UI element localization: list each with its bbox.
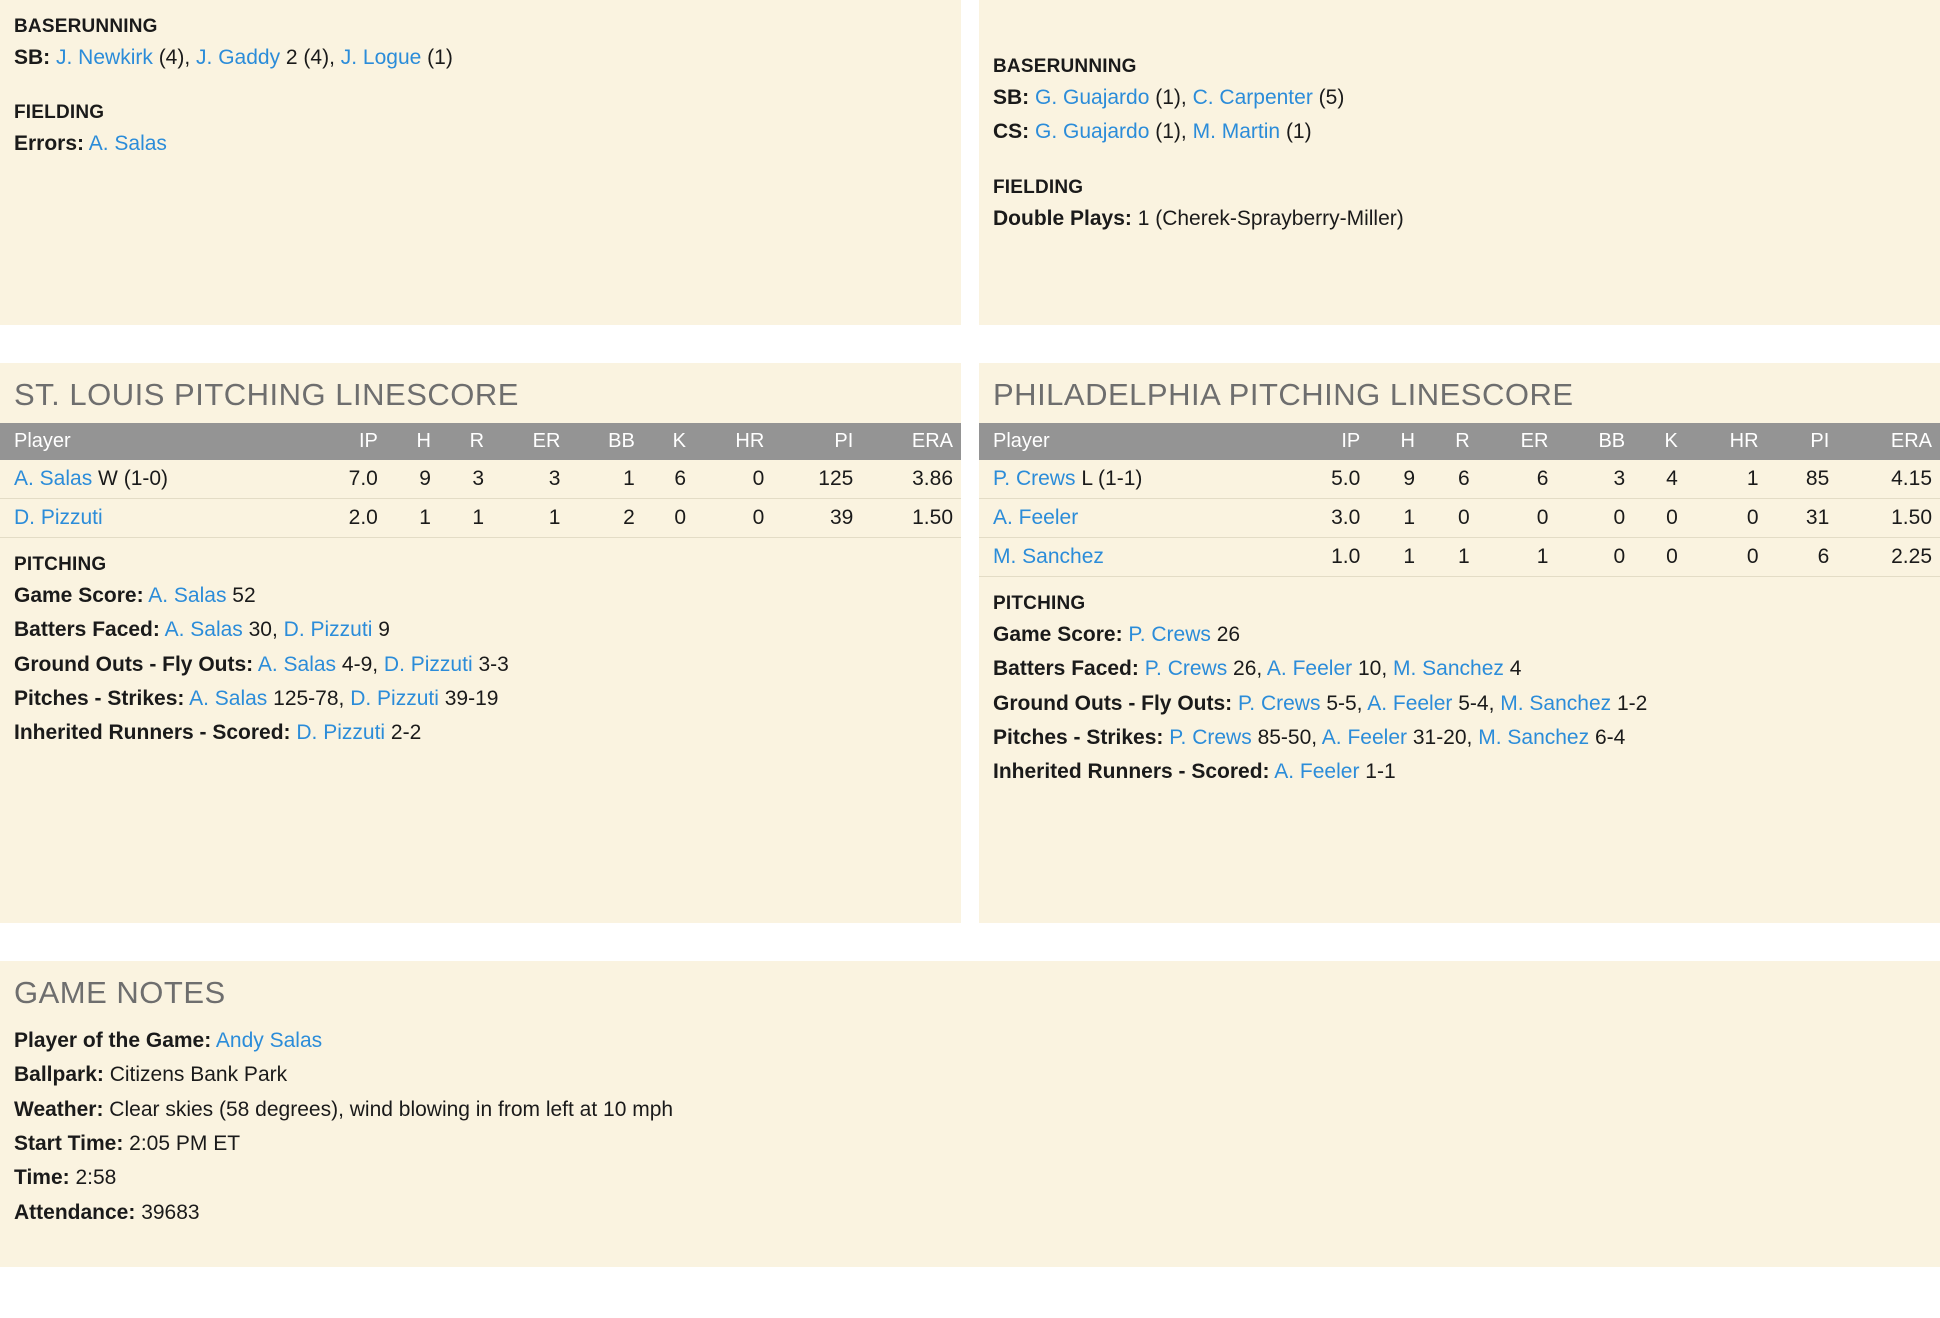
stat-hr: 0 [1686,499,1767,538]
info-line-text: (1) [421,46,453,69]
column-header: H [386,423,439,460]
home-pitching-table [979,423,1940,577]
game-notes-heading: GAME NOTES [14,975,226,1010]
player-link[interactable]: D. Pizzuti [283,618,373,642]
info-line-label: Pitches - Strikes: [14,687,185,711]
pitcher-cell [0,460,307,499]
stat-er: 0 [1478,499,1557,538]
column-header: R [439,423,492,460]
pitcher-cell [979,460,1287,499]
info-line-text: 2:58 [69,1166,117,1190]
column-header: BB [1556,423,1633,460]
stat-era: 1.50 [861,499,961,538]
info-line-text: 1-1 [1359,760,1396,784]
info-line [993,690,1926,718]
table-header-row [0,423,961,460]
home-baserunning-fielding-panel [979,0,1940,325]
stat-ip: 3.0 [1287,499,1368,538]
info-line-text: (4), [152,46,197,69]
stat-ip: 5.0 [1287,460,1368,499]
player-link[interactable]: P. Crews [1128,623,1211,646]
info-line-label: Time: [14,1166,70,1190]
stat-hr: 0 [694,460,772,499]
stat-r: 1 [439,499,492,538]
info-line [14,130,947,158]
info-line [993,205,1926,233]
info-line-label: Ground Outs - Fly Outs: [14,652,254,676]
player-link[interactable]: D. Pizzuti [14,506,103,529]
away-pitching-notes-title: PITCHING [14,554,107,575]
player-link[interactable]: P. Crews [993,467,1076,490]
info-line-text: Clear skies (58 degrees), wind blowing in from left at 10 mph [103,1097,674,1121]
stat-bb: 3 [1556,460,1633,499]
pitcher-cell [979,538,1287,577]
info-line-text: 125-78, [267,687,351,711]
info-line [14,1199,1926,1227]
home-fielding-lines [993,205,1926,233]
game-notes-panel [0,961,1940,1267]
info-line-label: Weather: [14,1097,104,1121]
stat-hr: 0 [1686,538,1767,577]
table-header-row [979,423,1940,460]
player-link[interactable]: M. Sanchez [1478,726,1590,750]
column-header: PI [1767,423,1838,460]
info-line-text: 5-5, [1320,691,1368,715]
home-pitching-table-body [979,460,1940,577]
info-line-text: 2-2 [385,721,422,745]
stat-k: 0 [1633,499,1686,538]
stat-hr: 1 [1686,460,1767,499]
info-line-text: 5-4, [1452,691,1501,715]
pitcher-decision: L (1-1) [1075,467,1143,490]
stat-er: 1 [1478,538,1557,577]
info-line [14,44,947,72]
away-pitching-notes [14,582,947,748]
away-fielding-title: FIELDING [14,102,105,124]
info-line-text: 2:05 PM ET [123,1132,241,1156]
player-link[interactable]: G. Guajardo [1035,86,1150,109]
stat-h: 1 [386,499,439,538]
away-baserunning-title: BASERUNNING [14,16,158,37]
table-row [0,460,961,499]
home-pitching-panel [979,363,1940,923]
info-line-label: Inherited Runners - Scored: [993,760,1270,784]
info-line [993,724,1926,752]
home-pitching-heading: PHILADELPHIA PITCHING LINESCORE [993,377,1574,412]
info-line-text: 1-2 [1611,691,1648,715]
away-pitching-table [0,423,961,538]
info-line-text: (1), [1149,86,1193,109]
stat-pi: 85 [1767,460,1838,499]
player-link[interactable]: A. Salas [88,132,167,156]
column-header: BB [568,423,642,460]
row-gap [0,923,1940,961]
home-baserunning-lines [993,84,1926,147]
home-pitching-notes [993,621,1926,787]
stat-bb: 2 [568,499,642,538]
stat-er: 6 [1478,460,1557,499]
stat-hr: 0 [694,499,772,538]
info-line-label: CS: [993,120,1030,144]
player-link[interactable]: D. Pizzuti [350,687,439,711]
table-row [979,460,1940,499]
stat-pi: 39 [772,499,861,538]
stat-pi: 125 [772,460,861,499]
spacer [14,72,947,94]
stat-er: 3 [492,460,568,499]
stat-h: 1 [1368,538,1423,577]
home-baserunning-title: BASERUNNING [993,56,1137,77]
player-link[interactable]: J. Logue [340,46,422,69]
away-pitching-heading: ST. LOUIS PITCHING LINESCORE [14,377,519,412]
player-link[interactable]: G. Guajardo [1035,120,1150,144]
info-line-text: 9 [372,618,390,642]
info-line-text: 30, [242,618,284,642]
player-link[interactable]: A. Feeler [1266,657,1353,681]
info-line-text: 26, [1227,657,1267,681]
table-row [979,538,1940,577]
info-line-text: 39683 [135,1200,200,1224]
away-fielding-lines [14,130,947,158]
info-line [14,685,947,713]
player-link[interactable]: A. Feeler [1274,760,1360,784]
stat-r: 0 [1423,499,1478,538]
column-header: IP [1287,423,1368,460]
player-link[interactable]: D. Pizzuti [383,652,473,676]
column-header: Player [979,423,1287,460]
column-header: ERA [861,423,961,460]
info-line-text: 31-20, [1407,726,1479,750]
info-line-label: SB: [993,86,1030,109]
stat-era: 1.50 [1837,499,1940,538]
info-line-label: Errors: [14,132,85,156]
stat-h: 9 [386,460,439,499]
player-link[interactable]: A. Salas [164,618,243,642]
away-pitching-table-body [0,460,961,538]
table-row [0,499,961,538]
info-line-text: 52 [226,584,256,607]
info-line [14,1130,1926,1158]
info-line [14,719,947,747]
player-link[interactable]: A. Salas [148,584,227,607]
stat-k: 6 [643,460,694,499]
info-line [14,1164,1926,1192]
stat-r: 6 [1423,460,1478,499]
player-link[interactable]: A. Salas [14,467,93,490]
stat-bb: 0 [1556,538,1633,577]
info-line-label: SB: [14,46,51,69]
info-line-text: 1 (Cherek-Sprayberry-Miller) [1131,206,1404,230]
player-link[interactable]: Andy Salas [215,1029,323,1052]
info-line-text: 2 (4), [280,46,341,69]
table-row [979,499,1940,538]
home-pitching-table-head [979,423,1940,460]
player-link[interactable]: P. Crews [1238,691,1321,715]
info-line-label: Game Score: [14,584,144,607]
column-header: IP [307,423,386,460]
column-header: Player [0,423,307,460]
away-pitching-panel [0,363,961,923]
info-line-text: 85-50, [1251,726,1322,750]
info-line-text: 4-9, [336,652,384,676]
info-line [993,758,1926,786]
info-line-label: Ballpark: [14,1063,104,1087]
info-line-label: Ground Outs - Fly Outs: [993,691,1233,715]
stat-k: 0 [1633,538,1686,577]
player-link[interactable]: A. Feeler [1367,691,1453,715]
home-pitching-notes-title: PITCHING [993,593,1086,614]
column-header: ER [492,423,568,460]
pitcher-cell [979,499,1287,538]
info-line [14,651,947,679]
info-line-text: 3-3 [472,652,509,676]
player-link[interactable]: M. Sanchez [1500,691,1612,715]
info-line-text: 26 [1210,623,1241,646]
info-line [14,1061,1926,1089]
stat-pi: 6 [1767,538,1838,577]
info-line-text: 4 [1503,657,1522,681]
column-header: HR [1686,423,1767,460]
player-link[interactable]: A. Feeler [993,506,1079,529]
column-header: K [643,423,694,460]
info-line-text: (1) [1280,120,1312,144]
stat-r: 1 [1423,538,1478,577]
column-header: HR [694,423,772,460]
row-gap [0,325,1940,363]
stat-era: 4.15 [1837,460,1940,499]
info-line-text: 10, [1352,657,1393,681]
player-link[interactable]: A. Salas [189,687,268,711]
pitcher-decision: W (1-0) [92,467,169,490]
info-line-label: Game Score: [993,623,1123,646]
stat-era: 3.86 [861,460,961,499]
player-link[interactable]: M. Martin [1192,120,1281,144]
column-header: R [1423,423,1478,460]
info-line [993,84,1926,112]
info-line-text: (1), [1149,120,1193,144]
info-line [993,621,1926,649]
info-line-text: 39-19 [438,687,499,711]
info-line [14,616,947,644]
stat-ip: 2.0 [307,499,386,538]
away-baserunning-lines [14,44,947,72]
game-notes-lines [14,1027,1926,1227]
spacer [993,147,1926,169]
stat-h: 1 [1368,499,1423,538]
stat-h: 9 [1368,460,1423,499]
column-header: K [1633,423,1686,460]
player-link[interactable]: P. Crews [1169,726,1252,750]
player-link[interactable]: C. Carpenter [1192,86,1313,109]
player-link[interactable]: A. Salas [257,652,337,676]
info-line-text: Citizens Bank Park [103,1063,288,1087]
column-header: H [1368,423,1423,460]
column-header: ERA [1837,423,1940,460]
player-link[interactable]: J. Newkirk [56,46,153,69]
baserunning-fielding-row [0,0,1940,325]
away-pitching-table-head [0,423,961,460]
stat-era: 2.25 [1837,538,1940,577]
stat-bb: 1 [568,460,642,499]
player-link[interactable]: M. Sanchez [1393,657,1504,681]
stat-ip: 7.0 [307,460,386,499]
info-line-text: (5) [1312,86,1345,109]
away-baserunning-fielding-panel [0,0,961,325]
stat-k: 4 [1633,460,1686,499]
stat-k: 0 [643,499,694,538]
stat-pi: 31 [1767,499,1838,538]
info-line-label: Batters Faced: [993,657,1139,681]
info-line-label: Inherited Runners - Scored: [14,721,291,745]
info-line-text: 6-4 [1589,726,1626,750]
player-link[interactable]: D. Pizzuti [296,721,386,745]
info-line [14,582,947,610]
info-line [993,118,1926,146]
stat-bb: 0 [1556,499,1633,538]
column-header: PI [772,423,861,460]
info-line-label: Start Time: [14,1132,124,1156]
pitching-linescore-row [0,363,1940,923]
info-line-label: Double Plays: [993,206,1132,230]
stat-r: 3 [439,460,492,499]
info-line-label: Batters Faced: [14,618,160,642]
column-header: ER [1478,423,1557,460]
pitcher-cell [0,499,307,538]
info-line-label: Attendance: [14,1200,136,1224]
info-line [14,1096,1926,1124]
player-link[interactable]: A. Feeler [1321,726,1407,750]
stat-ip: 1.0 [1287,538,1368,577]
info-line [14,1027,1926,1055]
player-link[interactable]: M. Sanchez [993,545,1104,568]
home-fielding-title: FIELDING [993,176,1084,198]
info-line-label: Player of the Game: [14,1029,212,1052]
info-line [993,655,1926,683]
info-line-label: Pitches - Strikes: [993,726,1164,750]
player-link[interactable]: J. Gaddy [196,46,281,69]
player-link[interactable]: P. Crews [1144,657,1228,681]
stat-er: 1 [492,499,568,538]
